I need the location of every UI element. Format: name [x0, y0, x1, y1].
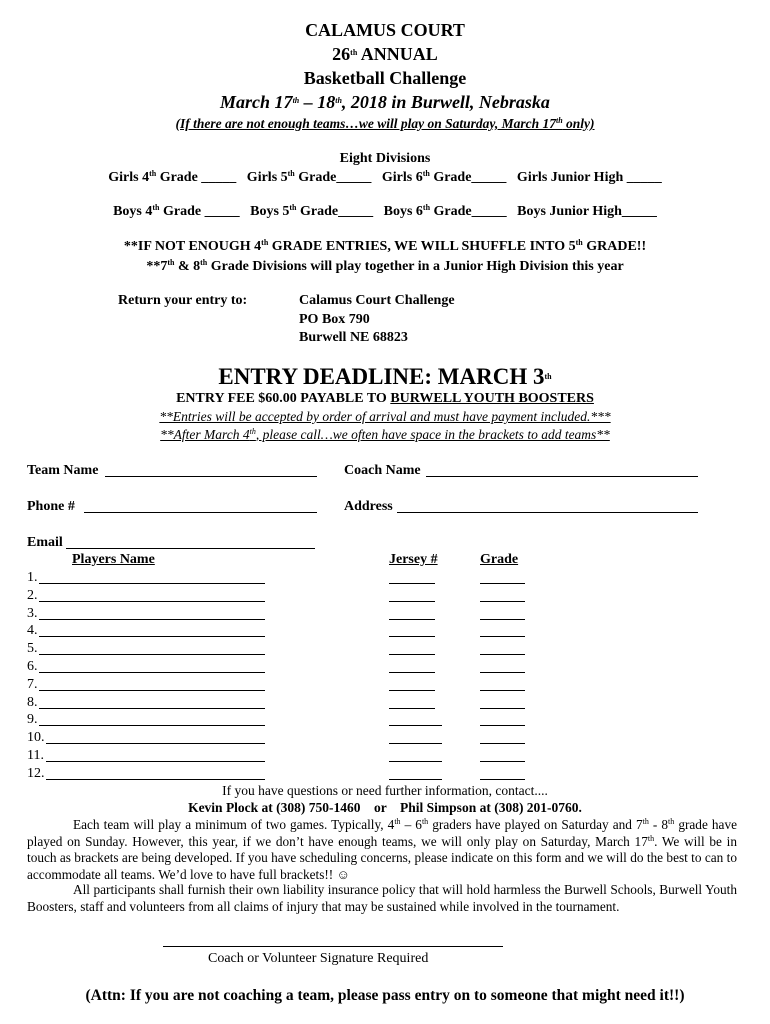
player-name-field[interactable] — [46, 743, 265, 744]
address-label: Address — [344, 499, 393, 514]
player-name-field[interactable] — [39, 636, 265, 637]
player-row: 12. — [27, 765, 45, 781]
grade-field[interactable] — [480, 761, 525, 762]
title-event: Basketball Challenge — [303, 68, 467, 88]
schedule-paragraph: Each team will play a minimum of two games. Typically, 4th – 6th graders have played on Saturday and 7th - 8th grade have played on Sunday. However, this year, if we don’t have enough teams, we will only play on Saturday, March 17th. We will be in touch as brackets are being developed. If you have scheduling concerns, please indicate on this form and we will do the best to can to accommodate all teams. We’d love to have full brackets!! ☺ — [27, 817, 738, 882]
shuffle-notice: **IF NOT ENOUGH 4th GRADE ENTRIES, WE WILL SHUFFLE INTO 5th GRADE!! — [123, 238, 647, 254]
player-row: 5. — [27, 641, 38, 657]
after-date-note: **After March 4th, please call…we often have space in the brackets to add teams** — [160, 427, 610, 442]
return-label: Return your entry to: — [118, 293, 248, 308]
player-name-field[interactable] — [39, 619, 265, 620]
player-name-field[interactable] — [39, 672, 265, 673]
fee-payee: BURWELL YOUTH BOOSTERS — [390, 391, 594, 406]
email-field[interactable] — [66, 548, 315, 549]
title-annual: 26th ANNUAL — [332, 44, 438, 64]
contact-names: Kevin Plock at (308) 750-1460 or Phil Simpson at (308) 201-0760. — [188, 800, 582, 815]
grade-field[interactable] — [480, 725, 525, 726]
entry-fee: ENTRY FEE $60.00 PAYABLE TO — [176, 391, 391, 406]
player-name-field[interactable] — [39, 725, 265, 726]
jersey-field[interactable] — [389, 654, 435, 655]
address-field[interactable] — [397, 512, 698, 513]
email-label: Email — [27, 535, 63, 550]
player-row: 2. — [27, 587, 38, 603]
player-row: 9. — [27, 712, 38, 728]
players-name-header: Players Name — [72, 552, 155, 567]
title-dates: March 17th – 18th, 2018 in Burwell, Nebraska — [220, 92, 550, 112]
junior-high-notice: **7th & 8th Grade Divisions will play together in a Junior High Division this year — [146, 258, 624, 274]
grade-field[interactable] — [480, 636, 525, 637]
player-row: 11. — [27, 748, 44, 763]
jersey-field[interactable] — [389, 743, 442, 744]
jersey-header: Jersey # — [389, 552, 438, 567]
grade-field[interactable] — [480, 779, 525, 780]
player-row: 4. — [27, 623, 38, 639]
player-name-field[interactable] — [46, 779, 265, 780]
title-name: CALAMUS COURT — [305, 20, 465, 40]
player-name-field[interactable] — [46, 761, 265, 762]
player-row: 1. — [27, 570, 38, 585]
player-name-field[interactable] — [39, 708, 265, 709]
signature-caption: Coach or Volunteer Signature Required — [208, 951, 429, 966]
jersey-field[interactable] — [389, 619, 435, 620]
player-name-field[interactable] — [39, 583, 265, 584]
return-address-1: Calamus Court Challenge — [299, 293, 455, 308]
coach-name-field[interactable] — [426, 476, 698, 477]
signature-line[interactable] — [163, 946, 503, 947]
jersey-field[interactable] — [389, 690, 435, 691]
return-address-2: PO Box 790 — [299, 312, 370, 327]
entry-deadline: ENTRY DEADLINE: MARCH 3th — [218, 364, 552, 389]
jersey-field[interactable] — [389, 601, 435, 602]
grade-field[interactable] — [480, 743, 525, 744]
jersey-field[interactable] — [389, 708, 435, 709]
entries-note: **Entries will be accepted by order of arrival and must have payment included.*** — [159, 409, 611, 424]
team-name-field[interactable] — [105, 476, 317, 477]
player-row: 8. — [27, 694, 38, 710]
jersey-field[interactable] — [389, 761, 442, 762]
grade-header: Grade — [480, 552, 519, 567]
coach-name-label: Coach Name — [344, 463, 421, 478]
grade-field[interactable] — [480, 672, 525, 673]
grade-field[interactable] — [480, 619, 525, 620]
boys-divisions: Boys 4th Grade _____ Boys 5th Grade_____ Boys 6th Grade_____ Boys Junior High_____ — [113, 203, 657, 219]
team-name-label: Team Name — [27, 463, 99, 478]
player-row: 6. — [27, 659, 38, 674]
player-name-field[interactable] — [39, 654, 265, 655]
grade-field[interactable] — [480, 583, 525, 584]
return-address-3: Burwell NE 68823 — [299, 330, 408, 345]
player-row: 3. — [27, 605, 38, 621]
phone-field[interactable] — [84, 512, 317, 513]
jersey-field[interactable] — [389, 636, 435, 637]
girls-divisions: Girls 4th Grade _____ Girls 5th Grade_____ Girls 6th Grade_____ Girls Junior High _____ — [108, 169, 662, 185]
jersey-field[interactable] — [389, 583, 435, 584]
jersey-field[interactable] — [389, 725, 442, 726]
contact-intro: If you have questions or need further information, contact.... — [222, 783, 548, 798]
grade-field[interactable] — [480, 654, 525, 655]
attn-footer: (Attn: If you are not coaching a team, please pass entry on to someone that might need it!!) — [85, 987, 685, 1004]
player-name-field[interactable] — [39, 690, 265, 691]
player-name-field[interactable] — [39, 601, 265, 602]
jersey-field[interactable] — [389, 779, 442, 780]
grade-field[interactable] — [480, 601, 525, 602]
phone-label: Phone # — [27, 499, 75, 514]
insurance-paragraph: All participants shall furnish their own liability insurance policy that will hold harmless the Burwell Schools, Burwell Youth Boosters, staff and volunteers from all claims of injury that may be sustained while involved in the tournament. — [27, 882, 737, 914]
saturday-note: (If there are not enough teams…we will play on Saturday, March 17th only) — [175, 116, 595, 131]
divisions-heading: Eight Divisions — [339, 151, 431, 166]
jersey-field[interactable] — [389, 672, 435, 673]
grade-field[interactable] — [480, 708, 525, 709]
grade-field[interactable] — [480, 690, 525, 691]
player-row: 7. — [27, 676, 38, 692]
player-row: 10. — [27, 730, 45, 746]
